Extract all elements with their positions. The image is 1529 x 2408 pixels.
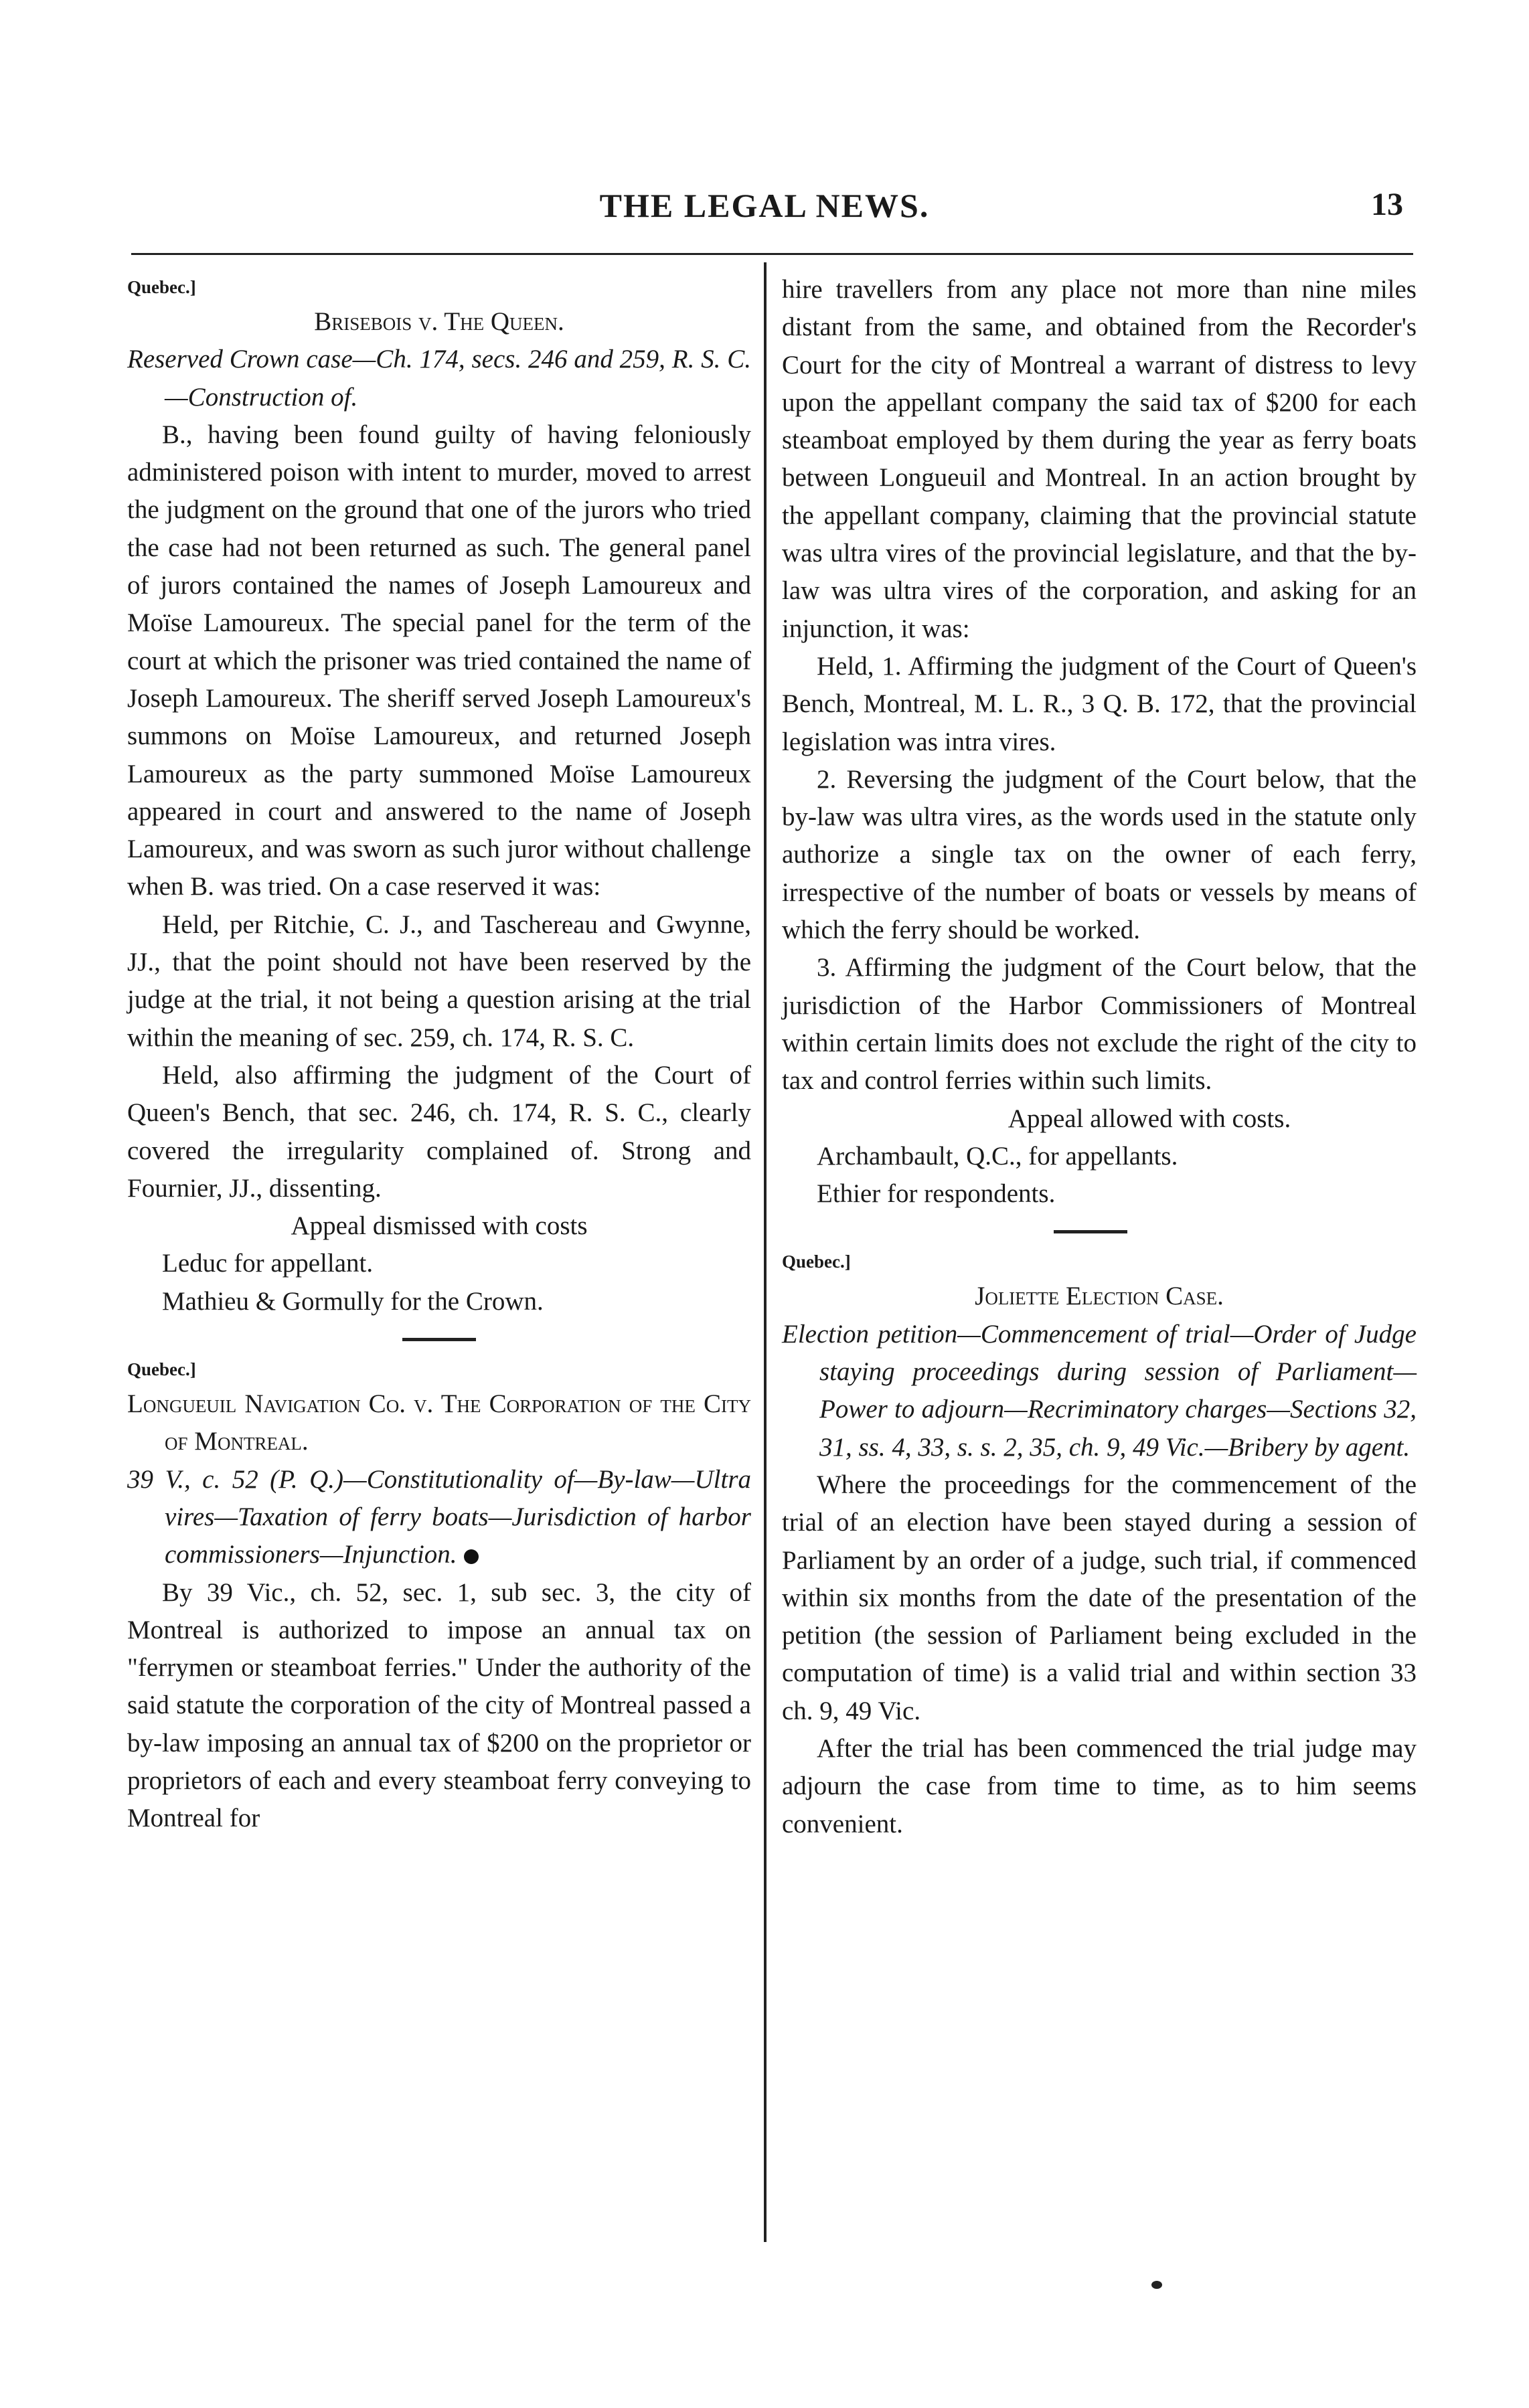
case-counsel: Leduc for appellant. [162, 1249, 374, 1278]
court-label: Quebec.] [127, 277, 196, 297]
section-separator [402, 1338, 476, 1341]
case-held: 3. Affirming the judgment of the Court below, that the jurisdiction of the Harbor Commissioners of Montreal within certain limits does not exclude the right of the city to tax and control ferries within such limits. [782, 953, 1417, 1096]
column-divider [764, 262, 767, 2242]
page-title: THE LEGAL NEWS. [599, 187, 930, 224]
headnote-text: 39 V., c. 52 (P. Q.)—Constitutionality of—By-law—Ultra vires—Taxation of ferry boats—Jurisdiction of harbor commissioners—Injunction. [127, 1464, 751, 1569]
case-paragraph: By 39 Vic., ch. 52, sec. 1, sub sec. 3, the city of Montreal is authorized to impose an annual tax on "ferrymen or steamboat ferries." Under the authority of the said statute the corporation of the city of Montreal passed a by-law imposing an annual tax of $200 on the proprietor or proprietors of each and every steamboat ferry conveying to Montreal for [127, 1577, 751, 1833]
ink-blot-mark [464, 1549, 479, 1564]
case-headnote: Election petition—Commencement of trial—Order of Judge staying proceedings during session of Parliament—Power to adjourn—Recriminatory charges—Sections 32, 31, ss. 4, 33, s. s. 2, 35, ch. 9, 49 Vic.—Bribery by agent. [782, 1319, 1417, 1462]
case-counsel: Mathieu & Gormully for the Crown. [162, 1286, 544, 1316]
ink-mark [1151, 2281, 1162, 2289]
case-headnote: Reserved Crown case—Ch. 174, secs. 246 and 259, R. S. C.—Construction of. [127, 345, 751, 412]
case-paragraph: After the trial has been commenced the trial judge may adjourn the case from time to time, as to him seems convenient. [782, 1733, 1417, 1838]
section-separator [1054, 1230, 1127, 1233]
case-title: Joliette Election Case. [975, 1282, 1224, 1311]
court-label: Quebec.] [782, 1252, 851, 1272]
right-column [782, 271, 1417, 1843]
case-paragraph: hire travellers from any place not more than nine miles distant from the same, and obtained from the Recorder's Court for the city of Montreal a warrant of distress to levy upon the appellant company the said tax of $200 for each steamboat employed by them during the year as ferry boats between Longueuil and Montreal. In an action brought by the appellant company, claiming that the provincial statute was ultra vires of the provincial legislature, and that the by-law was ultra vires of the corporation, and asking for an injunction, it was: [782, 275, 1417, 643]
case-paragraph: B., having been found guilty of having feloniously administered poison with intent to murder, moved to arrest the judgment on the ground that one of the jurors who tried the case had not been returned as such. The general panel of jurors contained the names of Joseph Lamoureux and Moïse Lamoureux. The special panel for the term of the court at which the prisoner was tried contained the name of Joseph Lamoureux. The sheriff served Joseph Lamoureux's summons on Moïse Lamoureux, and returned Joseph Lamoureux as the party summoned Moïse Lamoureux appeared in court and answered to the name of Joseph Lamoureux, and was sworn as such juror without challenge when B. was tried. On a case reserved it was: [127, 420, 751, 901]
case-held: Held, per Ritchie, C. J., and Taschereau and Gwynne, JJ., that the point should not have been reserved by the judge at the trial, it not being a question arising at the trial within the meaning of sec. 259, ch. 174, R. S. C. [127, 910, 751, 1052]
case-counsel: Archambault, Q.C., for appellants. [817, 1141, 1178, 1171]
case-title: Longueuil Navigation Co. v. The Corporation of the City of Montreal. [127, 1389, 751, 1456]
case-paragraph: Where the proceedings for the commencement of the trial of an election have been stayed during a session of Parliament by an order of a judge, such trial, if commenced within six months from the date of the presentation of the petition (the session of Parliament being excluded in the computation of time) is a valid trial and within section 33 ch. 9, 49 Vic. [782, 1470, 1417, 1725]
case-counsel: Ethier for respondents. [817, 1179, 1056, 1209]
case-held: Held, 1. Affirming the judgment of the Court of Queen's Bench, Montreal, M. L. R., 3 Q. B. 172, that the provincial legislation was intra vires. [782, 651, 1417, 756]
case-headnote [127, 1461, 751, 1574]
header-rule [131, 253, 1413, 255]
left-column [127, 271, 751, 1838]
case-result: Appeal dismissed with costs [291, 1211, 588, 1241]
case-held: 2. Reversing the judgment of the Court below, that the by-law was ultra vires, as the words used in the statute only authorize a single tax on the owner of each ferry, irrespective of the number of boats or vessels by means of which the ferry should be worked. [782, 764, 1417, 945]
case-result: Appeal allowed with costs. [1008, 1104, 1291, 1133]
court-label: Quebec.] [127, 1359, 196, 1380]
case-title: Brisebois v. The Queen. [314, 307, 564, 336]
case-held: Held, also affirming the judgment of the Court of Queen's Bench, that sec. 246, ch. 174, R. S. C., clearly covered the irregularity complained of. Strong and Fournier, JJ., dissenting. [127, 1060, 751, 1203]
page-number: 13 [1371, 187, 1403, 222]
